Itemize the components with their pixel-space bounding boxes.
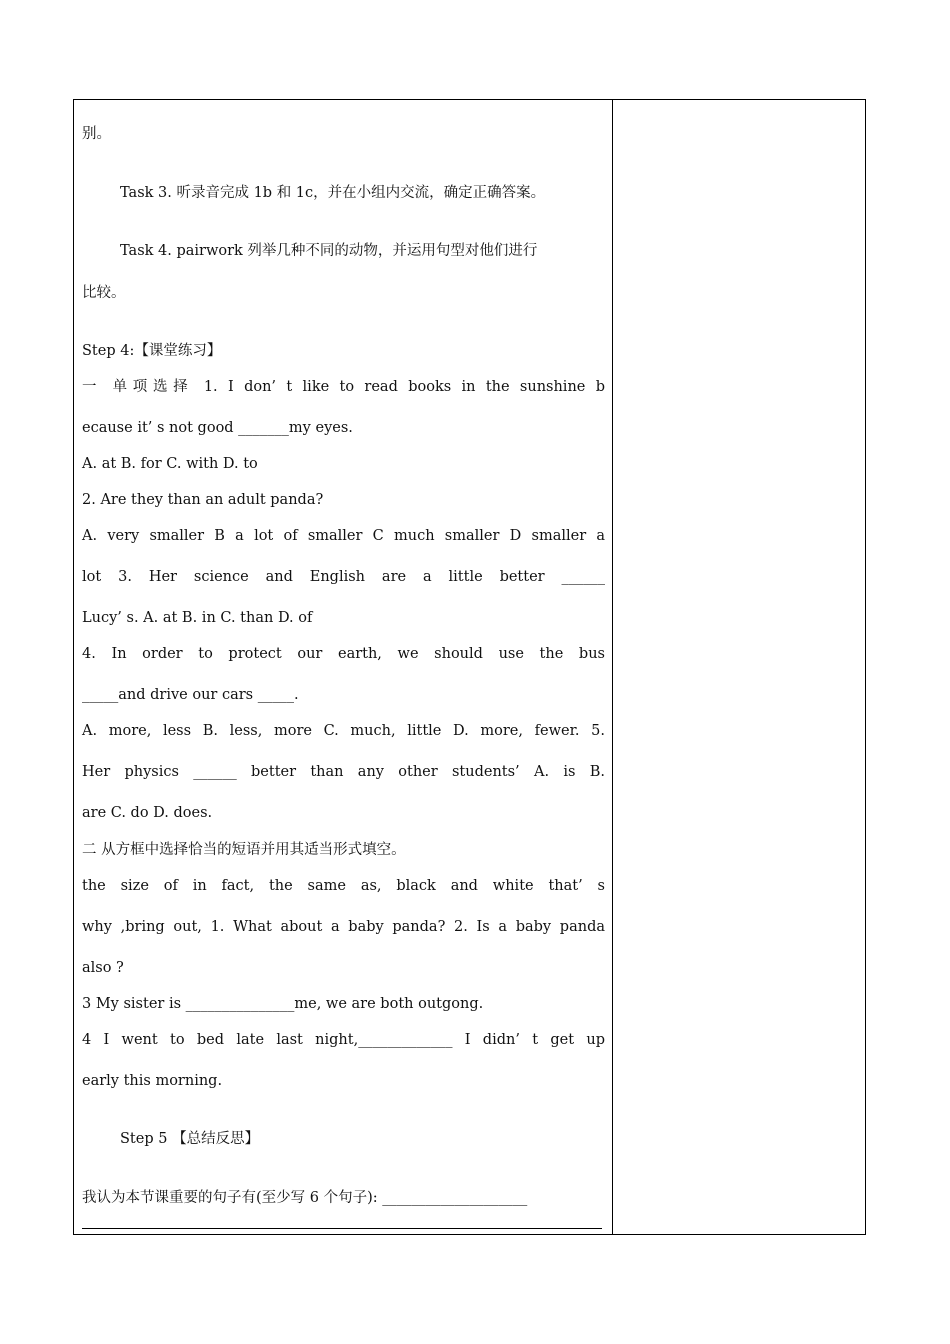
question-5-options: are C. do D. does. <box>82 805 213 821</box>
phrase-box-line-2: why ,bring out, 1. What about a baby panda? 2. Is a baby panda <box>82 919 605 935</box>
answer-underline <box>82 1228 602 1229</box>
phrase-box-line: the size of in fact, the same as, black and white that’ s <box>82 878 605 894</box>
question-1-options: A. at B. for C. with D. to <box>82 456 258 472</box>
question-4-options: A. more, less B. less, more C. much, little D. more, fewer. 5. <box>82 723 605 739</box>
task3-line: Task 3. 听录音完成 1b 和 1c，并在小组内交流，确定正确答案。 <box>120 185 546 201</box>
task4-line-2: 比较。 <box>82 285 126 301</box>
question-3: lot 3. Her science and English are a little better ______ <box>82 569 605 585</box>
phrase-box-line-3: also ? <box>82 960 124 976</box>
question-4-cont: _____and drive our cars _____. <box>82 687 299 703</box>
question-2: 2. Are they than an adult panda? <box>82 492 324 508</box>
column-divider <box>612 99 613 1235</box>
task4-line: Task 4. pairwork 列举几种不同的动物，并运用句型对他们进行 <box>120 243 538 259</box>
step4-heading: Step 4:【课堂练习】 <box>82 343 222 359</box>
sentence-3: 3 My sister is _______________me, we are both outgong. <box>82 996 484 1012</box>
text-line: 别。 <box>82 126 111 142</box>
reflection-prompt: 我认为本节课重要的句子有(至少写 6 个句子): ____________________ <box>82 1190 528 1206</box>
step5-heading: Step 5 【总结反思】 <box>120 1131 260 1147</box>
sentence-4: 4 I went to bed late last night,_____________ I didn’ t get up <box>82 1032 605 1048</box>
sentence-4-cont: early this morning. <box>82 1073 223 1089</box>
question-5: Her physics ______ better than any other students’ A. is B. <box>82 764 605 780</box>
question-1-cont: ecause it’ s not good _______my eyes. <box>82 420 353 436</box>
question-3-options: Lucy’ s. A. at B. in C. than D. of <box>82 610 313 626</box>
section-2-heading: 二 从方框中选择恰当的短语并用其适当形式填空。 <box>82 842 406 858</box>
table-frame <box>73 99 866 1235</box>
question-4: 4. In order to protect our earth, we should use the bus <box>82 646 605 662</box>
question-1: 一 单项选择 1. I don’ t like to read books in the sunshine b <box>82 379 605 395</box>
question-2-options: A. very smaller B a lot of smaller C much smaller D smaller a <box>82 528 605 544</box>
